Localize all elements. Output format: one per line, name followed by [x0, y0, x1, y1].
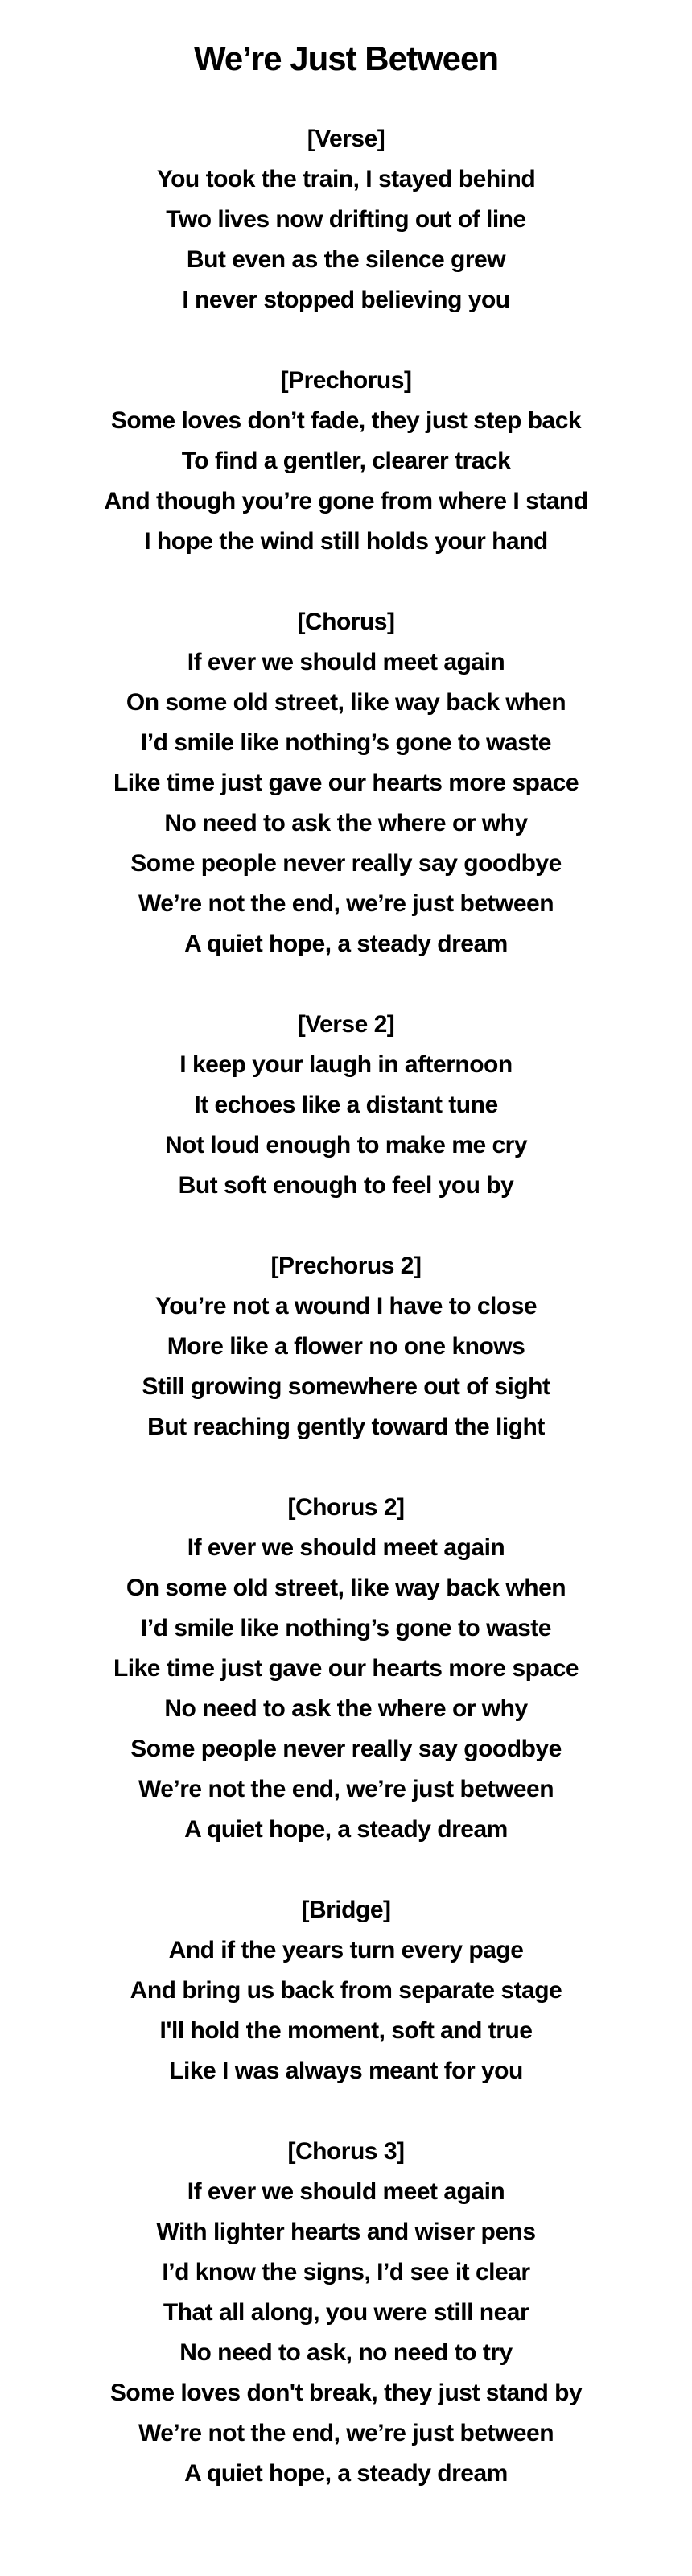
section-label: [Chorus 3] — [287, 2138, 405, 2165]
lyrics-section — [0, 119, 692, 320]
lyric-line: A quiet hope, a steady dream — [184, 931, 508, 957]
lyric-line: I hope the wind still holds your hand — [144, 528, 548, 555]
lyric-line: If ever we should meet again — [187, 1534, 505, 1561]
lyric-line: Like I was always meant for you — [169, 2058, 523, 2084]
lyric-line: Two lives now drifting out of line — [166, 206, 526, 233]
lyrics-section — [0, 1005, 692, 1206]
lyric-line: You took the train, I stayed behind — [156, 166, 536, 192]
lyric-line: Like time just gave our hearts more space — [113, 1655, 579, 1682]
section-label: [Verse 2] — [297, 1011, 395, 1038]
lyrics-section — [0, 1890, 692, 2091]
lyric-line: We’re not the end, we’re just between — [138, 2420, 554, 2446]
lyric-line: We’re not the end, we’re just between — [138, 1776, 554, 1802]
lyric-line: If ever we should meet again — [187, 2178, 505, 2205]
section-label: [Bridge] — [301, 1897, 391, 1923]
lyric-line: I'll hold the moment, soft and true — [159, 2017, 533, 2044]
lyric-line: You’re not a wound I have to close — [154, 1293, 538, 1319]
lyric-line: A quiet hope, a steady dream — [184, 2460, 508, 2487]
song-title: We’re Just Between — [193, 39, 499, 77]
lyrics-section — [0, 602, 692, 964]
lyrics-section — [0, 1246, 692, 1447]
lyric-line: No need to ask the where or why — [164, 1695, 528, 1722]
section-label: [Chorus] — [297, 609, 395, 635]
lyric-line: If ever we should meet again — [187, 649, 505, 675]
lyric-line: Some loves don’t fade, they just step back — [110, 407, 582, 434]
lyric-line: But even as the silence grew — [186, 246, 506, 273]
lyrics-section — [0, 2132, 692, 2494]
lyric-line: Like time just gave our hearts more space — [113, 770, 579, 796]
lyric-line: To find a gentler, clearer track — [181, 448, 511, 474]
lyric-line: On some old street, like way back when — [126, 1575, 566, 1601]
lyric-line: I keep your laugh in afternoon — [179, 1051, 513, 1078]
lyric-line: I never stopped believing you — [182, 287, 510, 313]
lyric-line: No need to ask the where or why — [164, 810, 528, 836]
lyric-line: Some people never really say goodbye — [130, 850, 562, 877]
lyric-line: I’d smile like nothing’s gone to waste — [141, 1615, 551, 1641]
lyric-line: I’d smile like nothing’s gone to waste — [141, 729, 551, 756]
section-label: [Prechorus] — [280, 367, 412, 394]
lyric-line: With lighter hearts and wiser pens — [156, 2219, 536, 2245]
lyric-line: It echoes like a distant tune — [194, 1092, 498, 1118]
lyric-line: No need to ask, no need to try — [179, 2339, 513, 2366]
lyric-line: Some people never really say goodbye — [130, 1736, 562, 1762]
lyric-line: We’re not the end, we’re just between — [138, 890, 554, 917]
lyric-line: A quiet hope, a steady dream — [184, 1816, 508, 1843]
lyric-line: But soft enough to feel you by — [178, 1172, 514, 1199]
lyric-line: More like a flower no one knows — [167, 1333, 525, 1360]
lyric-line: Not loud enough to make me cry — [164, 1132, 528, 1158]
lyrics-section — [0, 361, 692, 562]
section-label: [Prechorus 2] — [270, 1253, 422, 1279]
lyric-line: That all along, you were still near — [163, 2299, 529, 2326]
lyrics-section — [0, 1488, 692, 1850]
lyric-line: Some loves don't break, they just stand by — [109, 2380, 583, 2406]
lyric-line: Still growing somewhere out of sight — [142, 1373, 550, 1400]
lyric-line: And if the years turn every page — [168, 1937, 524, 1963]
lyric-line: I’d know the signs, I’d see it clear — [162, 2259, 530, 2285]
lyric-line: And bring us back from separate stage — [130, 1977, 562, 2004]
lyric-line: But reaching gently toward the light — [147, 1414, 545, 1440]
lyric-line: And though you’re gone from where I stand — [104, 488, 588, 514]
lyric-line: On some old street, like way back when — [126, 689, 566, 716]
section-label: [Verse] — [307, 126, 385, 152]
lyrics-sections — [0, 119, 692, 2494]
section-label: [Chorus 2] — [287, 1494, 405, 1521]
